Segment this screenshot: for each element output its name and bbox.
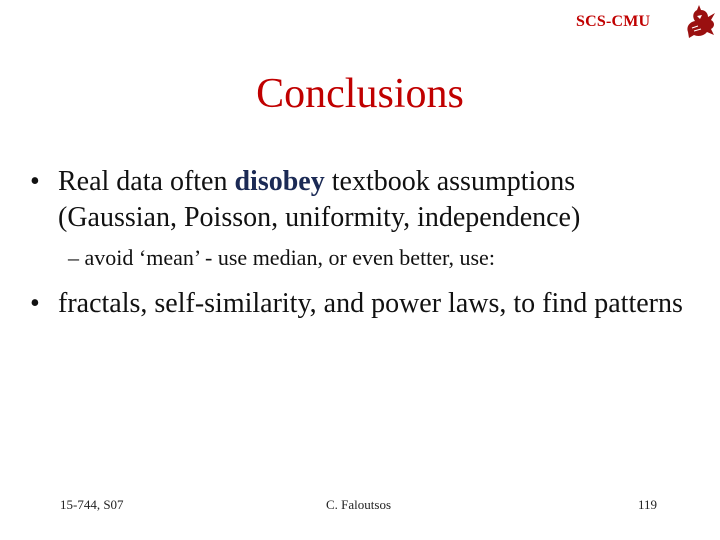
bullet-text-prefix: Real data often: [58, 166, 235, 197]
header-org-label: SCS-CMU: [576, 13, 651, 30]
bullet-glyph: •: [30, 288, 40, 319]
slide-title: Conclusions: [256, 71, 464, 117]
bullet-item: [30, 286, 690, 322]
bullet-item: [30, 164, 690, 236]
griffin-logo-icon: [682, 2, 718, 40]
footer-course: 15-744, S07: [60, 497, 124, 512]
sub-bullet-text: – avoid ‘mean’ - use median, or even better, use:: [68, 245, 495, 270]
bullet-emphasis: disobey: [234, 166, 325, 197]
footer-author: C. Faloutsos: [326, 497, 392, 512]
bullet-text: fractals, self-similarity, and power laws, to find patterns: [58, 288, 683, 319]
footer-page-number: 119: [638, 497, 658, 512]
bullet-text: [58, 164, 690, 236]
bullet-text-suffix: textbook assumptions (Gaussian, Poisson, uniformity, independence): [58, 166, 581, 233]
bullet-glyph: •: [30, 166, 40, 197]
